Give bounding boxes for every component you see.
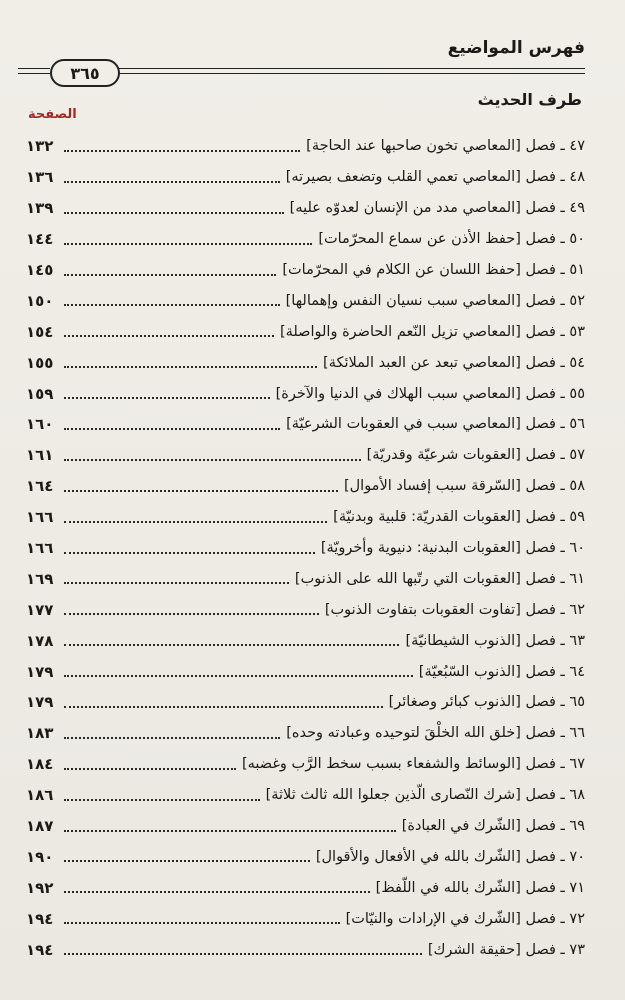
toc-entry-page: ١٩٠ <box>26 847 54 866</box>
toc-entry <box>26 533 585 564</box>
toc-entry-title: ٦٥ ـ فصل [الذنوب كبائر وصغائر] <box>388 694 585 711</box>
page-number-badge <box>50 59 120 87</box>
toc-entry-page: ١٩٢ <box>26 878 54 897</box>
dot-leader <box>64 921 340 924</box>
toc-entry-title: ٥٨ ـ فصل [السّرقة سبب إفساد الأموال] <box>343 478 585 495</box>
dot-leader <box>64 303 280 306</box>
toc-entry-title: ٦١ ـ فصل [العقوبات التي رتّبها الله على الذنوب] <box>294 570 585 587</box>
toc-entry-title: ٦٧ ـ فصل [الوسائط والشفعاء بسبب سخط الرَّب وغضبه] <box>241 756 585 773</box>
dot-leader <box>64 798 260 801</box>
dot-leader <box>64 242 312 245</box>
dot-leader <box>64 705 383 708</box>
header-rule-left-bottom <box>18 73 50 74</box>
toc-entry-page: ١٧٩ <box>26 693 54 712</box>
dot-leader <box>64 674 413 677</box>
toc-entry-title: ٥٩ ـ فصل [العقوبات القدريّة: قلبية وبدنيّة] <box>333 509 585 526</box>
toc-entry-title: ٥١ ـ فصل [حفظ اللسان عن الكلام في المحرّمات] <box>282 262 585 278</box>
toc-entry-title: ٧٣ ـ فصل [حقيقة الشرك] <box>427 941 585 958</box>
toc-entry <box>26 841 585 872</box>
toc-entry-page: ١٩٤ <box>26 940 54 959</box>
dot-leader <box>64 334 274 337</box>
toc-entry <box>26 347 585 378</box>
toc-entry-page: ١٦٩ <box>26 569 54 588</box>
toc-entry-page: ١٤٥ <box>26 261 54 279</box>
toc-entry <box>26 903 585 934</box>
toc-entry-page: ١٨٦ <box>26 786 54 805</box>
section-title: طرف الحديث <box>477 90 582 109</box>
toc-entry <box>26 224 585 255</box>
toc-entry-page: ١٦١ <box>26 446 54 465</box>
toc-entry-page: ١٥٩ <box>26 384 54 403</box>
toc-entry <box>26 872 585 903</box>
toc-entry-title: ٦٨ ـ فصل [شرك النّصارى الّذين جعلوا الله ثالث ثلاثة] <box>265 787 585 804</box>
dot-leader <box>64 396 270 399</box>
toc-entry-page: ١٦٦ <box>26 539 54 558</box>
toc-entry-page: ١٤٤ <box>26 230 54 249</box>
toc-entry-page: ١٥٤ <box>26 322 54 341</box>
header-rule-left-top <box>18 68 50 69</box>
toc-entry <box>26 285 585 316</box>
dot-leader <box>64 520 327 523</box>
toc-entry <box>26 687 585 718</box>
toc-entry-page: ١٦٠ <box>26 415 54 434</box>
running-head: فهرس المواضيع <box>447 38 585 58</box>
toc-entry-title: ٤٨ ـ فصل [المعاصي تعمي القلب وتضعف بصيرته] <box>285 169 585 186</box>
toc-entry-title: ٧٢ ـ فصل [الشّرك في الإرادات والنيّات] <box>345 910 585 927</box>
page-number: ٣٦٥ <box>70 63 100 83</box>
toc-entry <box>26 162 585 193</box>
toc-entry <box>26 193 585 224</box>
dot-leader <box>64 890 370 893</box>
toc-entry <box>26 502 585 533</box>
toc-entry <box>26 378 585 409</box>
dot-leader <box>64 581 289 584</box>
page-column-header: الصفحة <box>28 107 77 122</box>
toc-entry-title: ٦٤ ـ فصل [الذنوب السّبُعيّة] <box>418 663 585 680</box>
toc-entry-page: ١٧٨ <box>26 631 54 650</box>
toc-entry <box>26 131 585 162</box>
toc-entry <box>26 718 585 749</box>
dot-leader <box>64 273 276 276</box>
toc-entry-title: ٦٠ ـ فصل [العقوبات البدنية: دنيوية وأخرويّة] <box>320 540 585 557</box>
dot-leader <box>64 365 317 368</box>
toc-entry-page: ١٩٤ <box>26 909 54 928</box>
toc-entry-title: ٧١ ـ فصل [الشّرك بالله في اللّفظ] <box>375 879 585 896</box>
toc-entry <box>26 934 585 965</box>
toc-entry-page: ١٧٩ <box>26 662 54 681</box>
dot-leader <box>64 859 310 862</box>
toc-entry-title: ٦٣ ـ فصل [الذنوب الشيطانيّة] <box>405 632 585 649</box>
toc-entry <box>26 656 585 687</box>
table-of-contents <box>26 131 585 965</box>
toc-entry <box>26 625 585 656</box>
toc-entry-title: ٦٢ ـ فصل [تفاوت العقوبات بتفاوت الذنوب] <box>324 601 585 618</box>
toc-entry <box>26 471 585 502</box>
dot-leader <box>64 829 396 832</box>
toc-entry-page: ١٣٦ <box>26 168 54 187</box>
toc-entry-title: ٥٤ ـ فصل [المعاصي تبعد عن العبد الملائكة] <box>323 354 585 371</box>
toc-entry-page: ١٥٠ <box>26 291 54 310</box>
toc-entry-page: ١٨٧ <box>26 817 54 836</box>
dot-leader <box>64 643 399 646</box>
toc-entry <box>26 316 585 347</box>
dot-leader <box>64 458 361 461</box>
toc-entry <box>26 780 585 811</box>
toc-entry <box>26 440 585 471</box>
header-rule-top <box>118 68 585 69</box>
toc-entry-title: ٧٠ ـ فصل [الشّرك بالله في الأفعال والأقوال] <box>315 848 585 865</box>
dot-leader <box>64 551 315 554</box>
toc-entry-title: ٦٦ ـ فصل [خلق الله الخلْقَ لتوحيده وعبادته وحده] <box>286 725 585 742</box>
toc-entry-title: ٥٦ ـ فصل [المعاصي سبب في العقوبات الشرعيّة] <box>286 416 585 433</box>
dot-leader <box>64 767 236 770</box>
toc-entry-page: ١٧٧ <box>26 600 54 619</box>
toc-entry-page: ١٨٤ <box>26 755 54 774</box>
dot-leader <box>64 489 338 492</box>
toc-entry-title: ٥٠ ـ فصل [حفظ الأذن عن سماع المحرّمات] <box>318 231 585 248</box>
toc-entry-page: ١٦٤ <box>26 477 54 496</box>
dot-leader <box>64 180 280 183</box>
toc-entry-page: ١٣٩ <box>26 199 54 218</box>
toc-entry <box>26 255 585 286</box>
toc-entry-page: ١٣٢ <box>26 137 54 156</box>
dot-leader <box>64 427 280 430</box>
toc-entry-title: ٦٩ ـ فصل [الشّرك في العبادة] <box>401 818 585 835</box>
toc-entry-title: ٤٧ ـ فصل [المعاصي تخون صاحبها عند الحاجة] <box>306 138 585 155</box>
toc-entry <box>26 594 585 625</box>
toc-entry <box>26 409 585 440</box>
dot-leader <box>64 736 280 739</box>
toc-entry-page: ١٦٦ <box>26 508 54 527</box>
dot-leader <box>64 612 319 615</box>
toc-entry-title: ٥٢ ـ فصل [المعاصي سبب نسيان النفس وإهمالها] <box>285 292 585 309</box>
toc-entry-page: ١٨٣ <box>26 724 54 743</box>
header-rule-bottom <box>118 73 585 74</box>
toc-entry-title: ٥٥ ـ فصل [المعاصي سبب الهلاك في الدنيا والآخرة] <box>275 385 585 402</box>
toc-entry <box>26 749 585 780</box>
toc-entry-page: ١٥٥ <box>26 353 54 372</box>
toc-entry-title: ٥٣ ـ فصل [المعاصي تزيل النّعم الحاضرة والواصلة] <box>279 323 585 340</box>
dot-leader <box>64 952 422 955</box>
dot-leader <box>64 211 284 214</box>
dot-leader <box>64 149 300 152</box>
toc-entry <box>26 563 585 594</box>
toc-entry-title: ٤٩ ـ فصل [المعاصي مدد من الإنسان لعدوّه عليه] <box>289 200 585 217</box>
toc-entry-title: ٥٧ ـ فصل [العقوبات شرعيّة وقدريّة] <box>366 447 585 464</box>
toc-entry <box>26 811 585 842</box>
